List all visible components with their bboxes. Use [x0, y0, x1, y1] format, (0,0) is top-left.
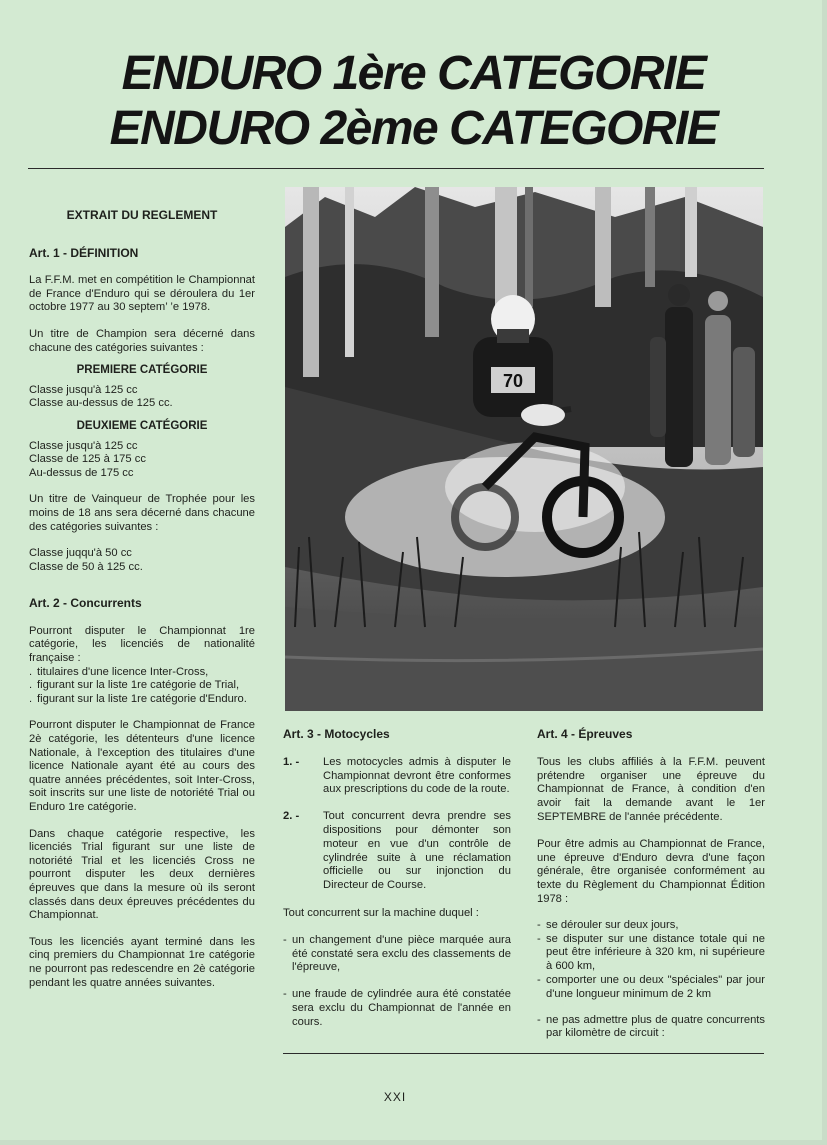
art1-paragraph-1: La F.F.M. met en compétition le Championnat de France d'Enduro qui se déroulera du 1er octobre 1977 au 30 septem’ ’e 1978. — [29, 274, 255, 314]
enduro-photo — [285, 187, 763, 711]
art2-paragraph-3: Dans chaque catégorie respective, les licenciés Trial figurant sur une liste de notoriété Trial et les licenciés Cross ne pourront disputer les deux dernières épreuves que dans la mesure où ils seront classés dans deux épreuves précédentes du Championnat. — [29, 827, 255, 922]
art2-paragraph-4: Tous les licenciés ayant terminé dans les cinq premiers du Championnat 1re catégorie ne pourront pas redescendre en 2è catégorie pendant les quatre années suivantes. — [29, 935, 255, 989]
art2-bullet-list — [29, 666, 255, 707]
list-item: - se dérouler sur deux jours, — [537, 918, 679, 931]
left-column — [29, 200, 255, 990]
list-item: . figurant sur la liste 1re catégorie d'Enduro. — [29, 692, 247, 705]
art3-item-2 — [283, 810, 511, 893]
item-number: 2. - — [283, 810, 300, 823]
extrait-heading: EXTRAIT DU REGLEMENT — [66, 208, 218, 222]
trophee-list — [29, 547, 255, 574]
footer-rule — [283, 1053, 764, 1054]
art1-heading: Art. 1 - DÉFINITION — [29, 245, 139, 260]
deuxieme-categorie-list — [29, 440, 255, 481]
list-item: - un changement d'une pièce marquée aura été constaté sera exclu des classements de l'épreuve, — [283, 933, 511, 974]
item-text: Les motocycles admis à disputer le Championnat devront être conformes aux prescriptions du code de la route. — [323, 755, 511, 796]
art3-heading: Art. 3 - Motocycles — [283, 727, 390, 741]
art4-paragraph-1: Tous les clubs affiliés à la F.F.M. peuvent prétendre organiser une épreuve du Championnat de France, à condition d'en avoir fait la demande avant le 1er SEPTEMBRE de l'année précédente. — [537, 755, 765, 823]
art2-paragraph-2: Pourront disputer le Championnat de France 2è catégorie, les détenteurs d'une licence Nationale, à l'exception des titulaires d'une licence Nationale ayant été au cours des quatre années précédentes, soit Inter-Cross, soit inscrits sur une liste de notoriété Trial ou Enduro 1re catégorie. — [29, 719, 255, 813]
premiere-categorie-heading: PREMIERE CATÉGORIE — [76, 364, 208, 377]
enduro-photo-graphic — [285, 187, 763, 711]
art4-heading: Art. 4 - Épreuves — [537, 727, 633, 741]
title-line-1: ENDURO 1ère CATEGORIE — [121, 47, 706, 100]
trophee-line: Classe de 50 à 125 cc. — [29, 560, 143, 573]
list-item: . figurant sur la liste 1re catégorie de Trial, — [29, 679, 240, 692]
plate-number: 70 — [502, 371, 524, 391]
art4-paragraph-2: Pour être admis au Championnat de France, une épreuve d'Enduro devra d'une façon générale, être organisée conformément au texte du Règlement du Championnat Édition 1978 : — [537, 837, 765, 905]
list-item: - comporter une ou deux "spéciales" par jour d'une longueur minimum de 2 km — [537, 973, 765, 1000]
art2-paragraph-1: Pourront disputer le Championnat 1re catégorie, les licenciés de nationalité française : — [29, 624, 255, 665]
title-line-2: ENDURO 2ème CATEGORIE — [109, 102, 718, 155]
list-item: . titulaires d'une licence Inter-Cross, — [29, 665, 209, 678]
middle-column — [283, 728, 511, 1030]
deuxieme-line: Classe jusqu'à 125 cc — [29, 439, 138, 452]
premiere-line: Classe jusqu'à 125 cc — [29, 383, 138, 396]
art3-item-1 — [283, 756, 511, 797]
right-column — [537, 728, 765, 1041]
art2-heading: Art. 2 - Concurrents — [29, 596, 142, 611]
art1-paragraph-2: Un titre de Champion sera décerné dans chacune des catégories suivantes : — [29, 327, 255, 354]
trophee-line: Classe juqqu'à 50 cc — [29, 547, 132, 560]
art3-paragraph: Tout concurrent sur la machine duquel : — [283, 906, 479, 919]
page-number: XXI — [383, 1090, 407, 1104]
item-text: Tout concurrent devra prendre ses dispositions pour démonter son moteur en vue d'un contrôle de cylindrée suite à une réclamation officielle ou sur injonction du Directeur de Course. — [323, 810, 511, 892]
art1-paragraph-3: Un titre de Vainqueur de Trophée pour les moins de 18 ans sera décerné dans chacune des catégories suivantes : — [29, 493, 255, 533]
premiere-line: Classe au-dessus de 125 cc. — [29, 397, 173, 410]
list-item: - ne pas admettre plus de quatre concurrents par kilomètre de circuit : — [537, 1013, 765, 1040]
deuxieme-categorie-heading: DEUXIEME CATÉGORIE — [76, 419, 208, 432]
deuxieme-line: Au-dessus de 175 cc — [29, 466, 134, 479]
item-number: 1. - — [283, 755, 300, 768]
title-rule — [28, 168, 764, 169]
list-item: - une fraude de cylindrée aura été constatée sera exclu du Championnat de l'année en cours. — [283, 988, 511, 1028]
premiere-categorie-list — [29, 384, 255, 411]
list-item: - se disputer sur une distance totale qui ne peut être inférieure à 320 km, ni supérieure à 600 km, — [537, 932, 765, 973]
deuxieme-line: Classe de 125 à 175 cc — [29, 453, 146, 466]
